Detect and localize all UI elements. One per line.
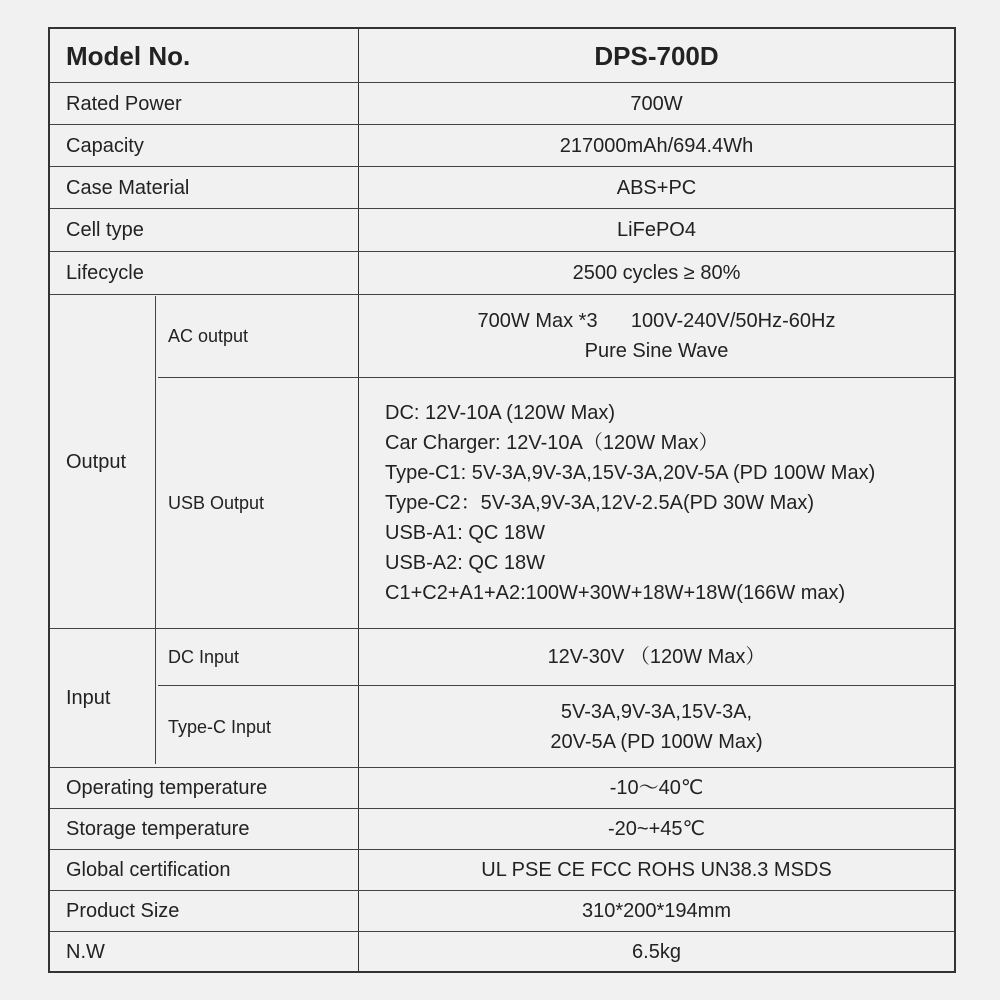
case-material-value: ABS+PC — [616, 176, 697, 199]
operating-temperature-label: Operating temperature — [66, 777, 268, 799]
net-weight-label: N.W — [66, 940, 105, 963]
usb-output-line: USB-A2: QC 18W — [385, 552, 546, 574]
lifecycle-value: 2500 cycles ≥ 80% — [572, 262, 741, 284]
capacity-label: Capacity — [66, 134, 144, 157]
capacity-value: 217000mAh/694.4Wh — [559, 134, 754, 157]
typec-input-label: Type-C Input — [168, 716, 272, 737]
product-size-value: 310*200*194mm — [582, 900, 731, 922]
dc-input-value: 12V-30V （120W Max） — [547, 646, 766, 668]
storage-temperature-label: Storage temperature — [66, 818, 250, 840]
case-material-label: Case Material — [66, 176, 190, 199]
ac-output-label: AC output — [168, 326, 249, 346]
typec-input-value — [359, 686, 954, 767]
typec-input-line: 20V-5A (PD 100W Max) — [550, 730, 763, 753]
rated-power-label: Rated Power — [66, 92, 182, 115]
cell-type-value: LiFePO4 — [617, 219, 696, 241]
ac-output-line: 700W Max *3 100V-240V/50Hz-60Hz — [477, 310, 836, 332]
model-number: DPS-700D — [594, 40, 719, 71]
global-certification-value: UL PSE CE FCC ROHS UN38.3 MSDS — [481, 859, 832, 881]
usb-output-line: DC: 12V-10A (120W Max) — [385, 402, 616, 424]
usb-output-line: Type-C1: 5V-3A,9V-3A,15V-3A,20V-5A (PD 100W Max) — [385, 462, 876, 484]
header-label: Model No. — [66, 40, 191, 71]
storage-temperature-value: -20~+45℃ — [608, 818, 705, 840]
cell-type-label: Cell type — [66, 219, 144, 241]
operating-temperature-value: -10～40℃ — [609, 777, 704, 799]
usb-output-line: Type-C2：5V-3A,9V-3A,12V-2.5A(PD 30W Max) — [385, 492, 815, 514]
usb-output-line: Car Charger: 12V-10A（120W Max） — [385, 432, 719, 454]
spec-table — [48, 27, 956, 973]
product-size-label: Product Size — [66, 900, 180, 922]
output-label: Output — [66, 450, 127, 473]
net-weight-value: 6.5kg — [632, 940, 681, 963]
dc-input-label: DC Input — [168, 647, 240, 667]
ac-output-line: Pure Sine Wave — [584, 340, 729, 362]
usb-output-line: C1+C2+A1+A2:100W+30W+18W+18W(166W max) — [385, 582, 846, 604]
global-certification-label: Global certification — [66, 859, 231, 881]
rated-power-value: 700W — [630, 92, 683, 115]
input-label: Input — [66, 687, 111, 709]
lifecycle-label: Lifecycle — [66, 262, 144, 284]
usb-output-value — [359, 378, 954, 628]
typec-input-line: 5V-3A,9V-3A,15V-3A, — [560, 700, 753, 723]
usb-output-line: USB-A1: QC 18W — [385, 522, 546, 544]
ac-output-value — [359, 295, 954, 377]
usb-output-label: USB Output — [168, 493, 265, 513]
